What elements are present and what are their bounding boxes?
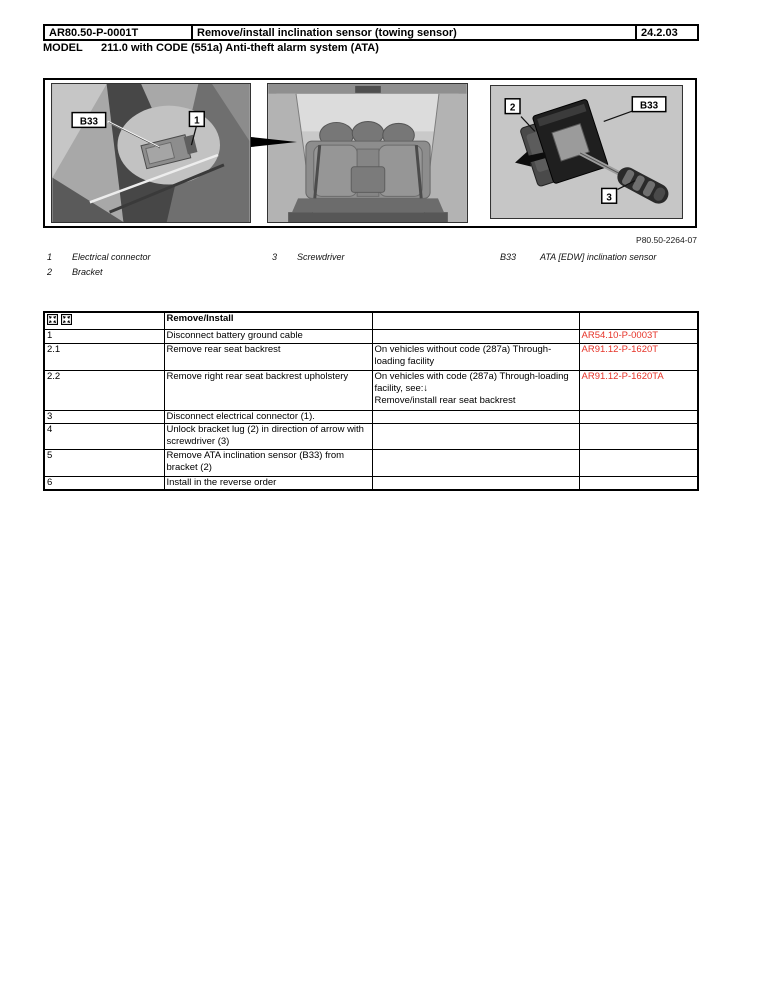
step-instruction: Disconnect battery ground cable — [164, 330, 372, 343]
step-row-1 — [44, 330, 698, 343]
sensor-closeup-illustration — [52, 84, 250, 222]
label-screwdriver: 3 — [606, 192, 612, 204]
figure-strip — [43, 78, 697, 228]
legend-key: 2 — [47, 267, 53, 277]
steps-header-empty — [372, 312, 579, 330]
step-number: 6 — [44, 477, 164, 491]
doc-header-table — [43, 24, 699, 41]
label-bracket: 2 — [509, 102, 516, 114]
label-b33-detail: B33 — [640, 100, 659, 112]
figure-sensor-removal-detail — [490, 85, 683, 219]
step-row-3 — [44, 410, 698, 423]
document-reference-link[interactable]: AR91.12-P-1620T — [579, 343, 698, 370]
step-number: 3 — [44, 410, 164, 423]
condition-line-2: Remove/install rear seat backrest — [374, 395, 516, 407]
move-arrows-icon — [47, 314, 58, 325]
legend-item-bracket — [47, 267, 103, 277]
figure-sensor-closeup — [51, 83, 251, 223]
step-instruction: Install in the reverse order — [164, 477, 372, 491]
step-condition — [372, 330, 579, 343]
steps-table-title: Remove/Install — [164, 312, 372, 330]
step-ref-empty — [579, 424, 698, 450]
label-b33-closeup: B33 — [79, 116, 98, 128]
step-ref-empty — [579, 477, 698, 491]
zoom-callout-pointer — [251, 135, 299, 147]
step-instruction: Remove ATA inclination sensor (B33) from bracket (2) — [164, 450, 372, 477]
step-number: 2.2 — [44, 370, 164, 410]
step-condition — [372, 370, 579, 410]
step-row-2-2 — [44, 370, 698, 410]
step-instruction: Unlock bracket lug (2) in direction of arrow with screwdriver (3) — [164, 424, 372, 450]
step-number: 2.1 — [44, 343, 164, 370]
model-value: 211.0 with CODE (551a) Anti-theft alarm system (ATA) — [101, 42, 379, 54]
legend-item-inclination-sensor — [500, 252, 656, 262]
label-electrical-connector: 1 — [194, 115, 200, 127]
doc-number: AR80.50-P-0001T — [44, 25, 192, 40]
step-instruction: Remove right rear seat backrest upholstery — [164, 370, 372, 410]
condition-line-1: On vehicles with code (287a) Through-loading facility, see:↓ — [374, 370, 569, 395]
legend-item-screwdriver — [272, 252, 345, 262]
steps-header-icons-cell — [44, 312, 164, 330]
step-number: 4 — [44, 424, 164, 450]
step-ref-empty — [579, 410, 698, 423]
step-row-2-1 — [44, 343, 698, 370]
steps-header-empty — [579, 312, 698, 330]
doc-date: 24.2.03 — [636, 25, 698, 40]
step-row-6 — [44, 477, 698, 491]
figure-rear-seats — [267, 83, 468, 223]
model-line — [43, 42, 379, 54]
legend-key: 3 — [272, 252, 278, 262]
step-condition — [372, 450, 579, 477]
rear-seats-illustration — [268, 84, 467, 222]
step-ref-empty — [579, 450, 698, 477]
doc-title: Remove/install inclination sensor (towing sensor) — [192, 25, 636, 40]
legend-label: ATA [EDW] inclination sensor — [540, 252, 657, 262]
step-instruction: Remove rear seat backrest — [164, 343, 372, 370]
legend-label: Electrical connector — [72, 252, 151, 262]
step-condition: On vehicles without code (287a) Through-loading facility — [372, 343, 579, 370]
steps-header-row — [44, 312, 698, 330]
document-reference-link[interactable]: AR54.10-P-0003T — [579, 330, 698, 343]
document-reference-link[interactable]: AR91.12-P-1620TA — [579, 370, 698, 410]
legend-item-electrical-connector — [47, 252, 151, 262]
legend-key: B33 — [500, 252, 517, 262]
figure-legend — [43, 252, 697, 286]
step-instruction: Disconnect electrical connector (1). — [164, 410, 372, 423]
step-row-5 — [44, 450, 698, 477]
step-condition — [372, 424, 579, 450]
step-condition — [372, 477, 579, 491]
procedure-steps-table — [43, 311, 699, 491]
legend-key: 1 — [47, 252, 53, 262]
figure-number-caption: P80.50-2264-07 — [636, 235, 697, 245]
model-label: MODEL — [43, 42, 83, 54]
step-number: 1 — [44, 330, 164, 343]
step-number: 5 — [44, 450, 164, 477]
sensor-removal-illustration — [491, 86, 682, 218]
step-row-4 — [44, 424, 698, 450]
legend-label: Screwdriver — [297, 252, 345, 262]
step-condition — [372, 410, 579, 423]
legend-label: Bracket — [72, 267, 103, 277]
move-arrows-icon — [61, 314, 72, 325]
